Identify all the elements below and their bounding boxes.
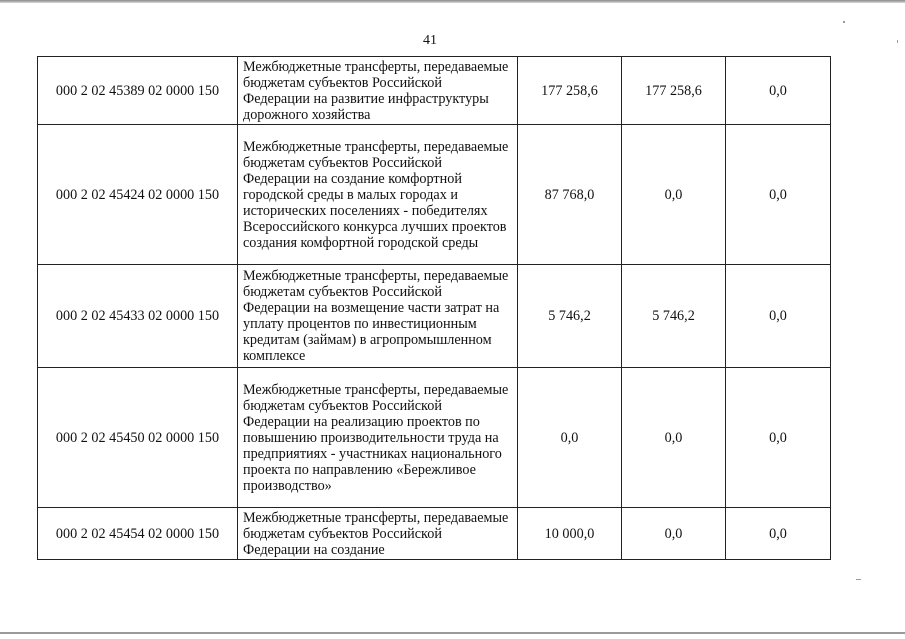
budget-table (37, 56, 831, 560)
amount-cell-2: 0,0 (622, 368, 726, 508)
budget-code-cell: 000 2 02 45450 02 0000 150 (38, 368, 238, 508)
budget-code-cell: 000 2 02 45424 02 0000 150 (38, 125, 238, 265)
amount-cell-1: 5 746,2 (518, 265, 622, 368)
description-cell: Межбюджетные трансферты, передаваемые бюджетам субъектов Российской Федерации на создание (238, 508, 518, 560)
amount-cell-3: 0,0 (726, 265, 831, 368)
scan-bottom-edge (0, 632, 905, 634)
budget-code-cell: 000 2 02 45389 02 0000 150 (38, 57, 238, 125)
amount-cell-3: 0,0 (726, 368, 831, 508)
amount-cell-2: 0,0 (622, 125, 726, 265)
description-cell: Межбюджетные трансферты, передаваемые бюджетам субъектов Российской Федерации на развитие инфраструктуры дорожного хозяйства (238, 57, 518, 125)
description-cell: Межбюджетные трансферты, передаваемые бюджетам субъектов Российской Федерации на реализацию проектов по повышению производительности труда на предприятиях - участниках национального проекта по направлению «Бережливое производство» (238, 368, 518, 508)
table-row (38, 125, 831, 265)
amount-cell-1: 177 258,6 (518, 57, 622, 125)
description-cell: Межбюджетные трансферты, передаваемые бюджетам субъектов Российской Федерации на возмещение части затрат на уплату процентов по инвестиционным кредитам (займам) в агропромышленном комплексе (238, 265, 518, 368)
table-row (38, 368, 831, 508)
table-row (38, 508, 831, 560)
table-row (38, 265, 831, 368)
amount-cell-1: 87 768,0 (518, 125, 622, 265)
amount-cell-2: 5 746,2 (622, 265, 726, 368)
amount-cell-1: 0,0 (518, 368, 622, 508)
page-number: 41 (423, 33, 437, 48)
budget-code-cell: 000 2 02 45433 02 0000 150 (38, 265, 238, 368)
scan-speck (897, 40, 898, 43)
budget-code-cell: 000 2 02 45454 02 0000 150 (38, 508, 238, 560)
description-cell: Межбюджетные трансферты, передаваемые бюджетам субъектов Российской Федерации на создание комфортной городской среды в малых городах и исторических поселениях - победителях Всероссийского конкурса лучших проектов создания комфортной городской среды (238, 125, 518, 265)
scan-speck (856, 579, 861, 580)
amount-cell-3: 0,0 (726, 125, 831, 265)
table-row (38, 57, 831, 125)
amount-cell-1: 10 000,0 (518, 508, 622, 560)
scan-top-edge (0, 0, 905, 3)
amount-cell-3: 0,0 (726, 508, 831, 560)
scan-speck (843, 21, 845, 23)
amount-cell-2: 0,0 (622, 508, 726, 560)
amount-cell-2: 177 258,6 (622, 57, 726, 125)
amount-cell-3: 0,0 (726, 57, 831, 125)
